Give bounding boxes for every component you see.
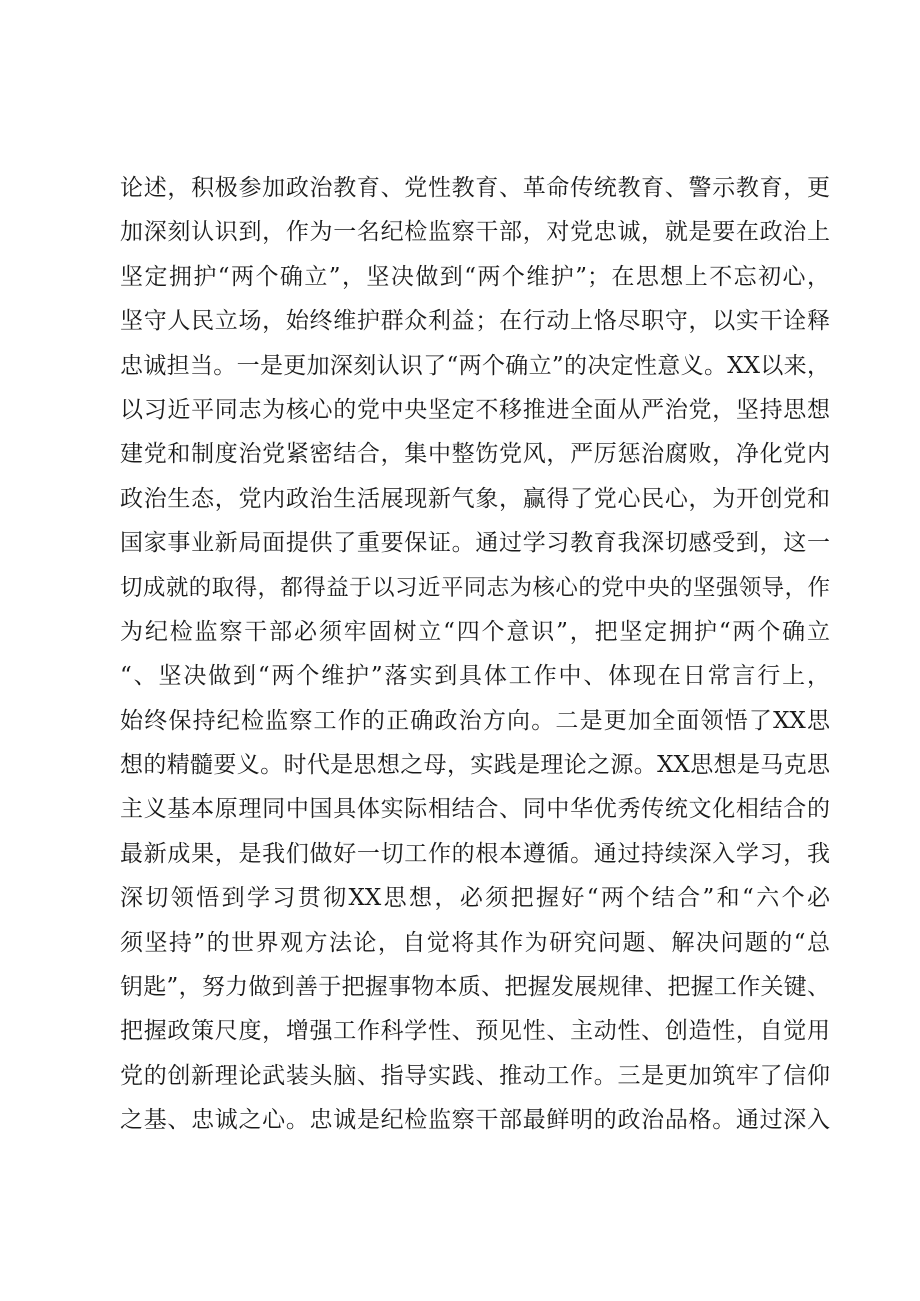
text-line: 忠诚担当。一是更加深刻认识了“两个确立”的决定性意义。XX以来， [120, 352, 830, 379]
text-line: 须坚持”的世界观方法论，自觉将其作为研究问题、解决问题的“总 [120, 929, 830, 956]
text-line: 为纪检监察干部必须牢固树立“四个意识”，把坚定拥护“两个确立 [120, 618, 830, 645]
text-line: 主义基本原理同中国具体实际相结合、同中华优秀传统文化相结合的 [120, 796, 830, 823]
text-line: 加深刻认识到，作为一名纪检监察干部，对党忠诚，就是要在政治上 [120, 219, 830, 246]
text-line: 党的创新理论武装头脑、指导实践、推动工作。三是更加筑牢了信仰 [120, 1062, 830, 1089]
text-line: 想的精髓要义。时代是思想之母，实践是理论之源。XX思想是马克思 [120, 752, 830, 779]
text-line: 切成就的取得，都得益于以习近平同志为核心的党中央的坚强领导，作 [120, 574, 830, 601]
text-line: 深切领悟到学习贯彻XX思想，必须把握好“两个结合”和“六个必 [120, 885, 830, 912]
text-line: 国家事业新局面提供了重要保证。通过学习教育我深切感受到，这一 [120, 530, 830, 557]
text-line: 以习近平同志为核心的党中央坚定不移推进全面从严治党，坚持思想 [120, 396, 830, 423]
text-line: 坚定拥护“两个确立”，坚决做到“两个维护”；在思想上不忘初心， [120, 263, 830, 290]
text-line: 钥匙”，努力做到善于把握事物本质、把握发展规律、把握工作关键、 [120, 974, 830, 1001]
text-line: 之基、忠诚之心。忠诚是纪检监察干部最鲜明的政治品格。通过深入 [120, 1107, 830, 1134]
text-line: 建党和制度治党紧密结合，集中整饬党风，严厉惩治腐败，净化党内 [120, 441, 830, 468]
text-line: 把握政策尺度，增强工作科学性、预见性、主动性、创造性，自觉用 [120, 1018, 830, 1045]
text-line: 坚守人民立场，始终维护群众利益；在行动上恪尽职守，以实干诠释 [120, 308, 830, 335]
text-line: 政治生态，党内政治生活展现新气象，赢得了党心民心，为开创党和 [120, 485, 830, 512]
text-line: 论述，积极参加政治教育、党性教育、革命传统教育、警示教育，更 [120, 175, 830, 201]
text-line: 最新成果，是我们做好一切工作的根本遵循。通过持续深入学习，我 [120, 840, 830, 867]
text-line: 始终保持纪检监察工作的正确政治方向。二是更加全面领悟了XX思 [120, 707, 830, 734]
document-body [120, 166, 830, 1143]
text-line: “、坚决做到“两个维护”落实到具体工作中、体现在日常言行上， [120, 663, 830, 690]
